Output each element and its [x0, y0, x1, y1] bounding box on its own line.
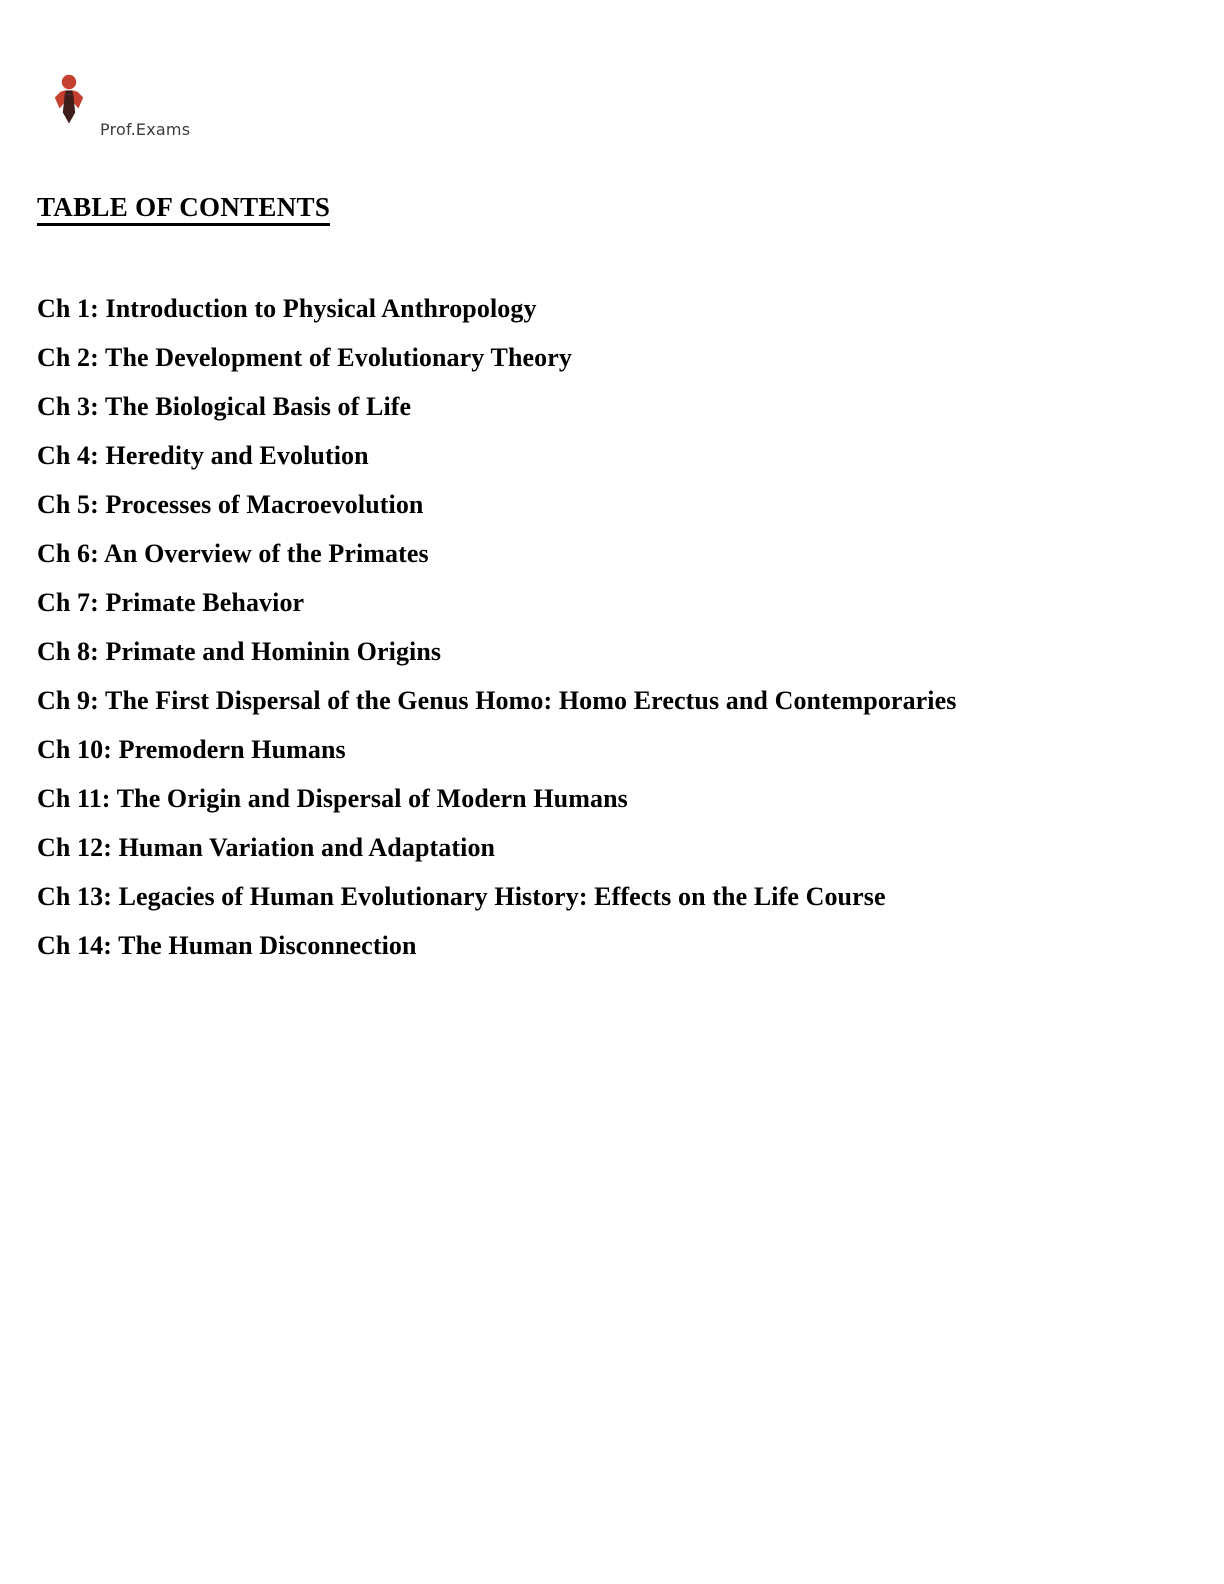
chapter-item: Ch 12: Human Variation and Adaptation: [37, 832, 496, 862]
chapter-item: Ch 7: Primate Behavior: [37, 587, 305, 617]
chapter-item: Ch 10: Premodern Humans: [37, 734, 346, 764]
chapter-item: Ch 8: Primate and Hominin Origins: [37, 636, 442, 666]
chapter-item: Ch 9: The First Dispersal of the Genus Homo: Homo Erectus and Contemporaries: [37, 685, 957, 715]
page-title: [37, 194, 330, 226]
chapter-item: Ch 13: Legacies of Human Evolutionary History: Effects on the Life Course: [37, 881, 886, 911]
chapter-item: Ch 1: Introduction to Physical Anthropology: [37, 293, 537, 323]
chapter-list: [37, 284, 1187, 970]
chapter-item: Ch 5: Processes of Macroevolution: [37, 489, 424, 519]
chapter-item: Ch 2: The Development of Evolutionary Theory: [37, 342, 573, 372]
chapter-item: Ch 14: The Human Disconnection: [37, 930, 417, 960]
brand: [52, 74, 272, 144]
page-title-text: TABLE OF CONTENTS: [37, 194, 330, 226]
chapter-item: Ch 3: The Biological Basis of Life: [37, 391, 412, 421]
person-with-tie-icon: [52, 74, 86, 130]
chapter-item: Ch 4: Heredity and Evolution: [37, 440, 369, 470]
chapter-item: Ch 11: The Origin and Dispersal of Modern Humans: [37, 783, 628, 813]
brand-name: Prof.Exams: [100, 120, 191, 139]
chapter-item: Ch 6: An Overview of the Primates: [37, 538, 429, 568]
